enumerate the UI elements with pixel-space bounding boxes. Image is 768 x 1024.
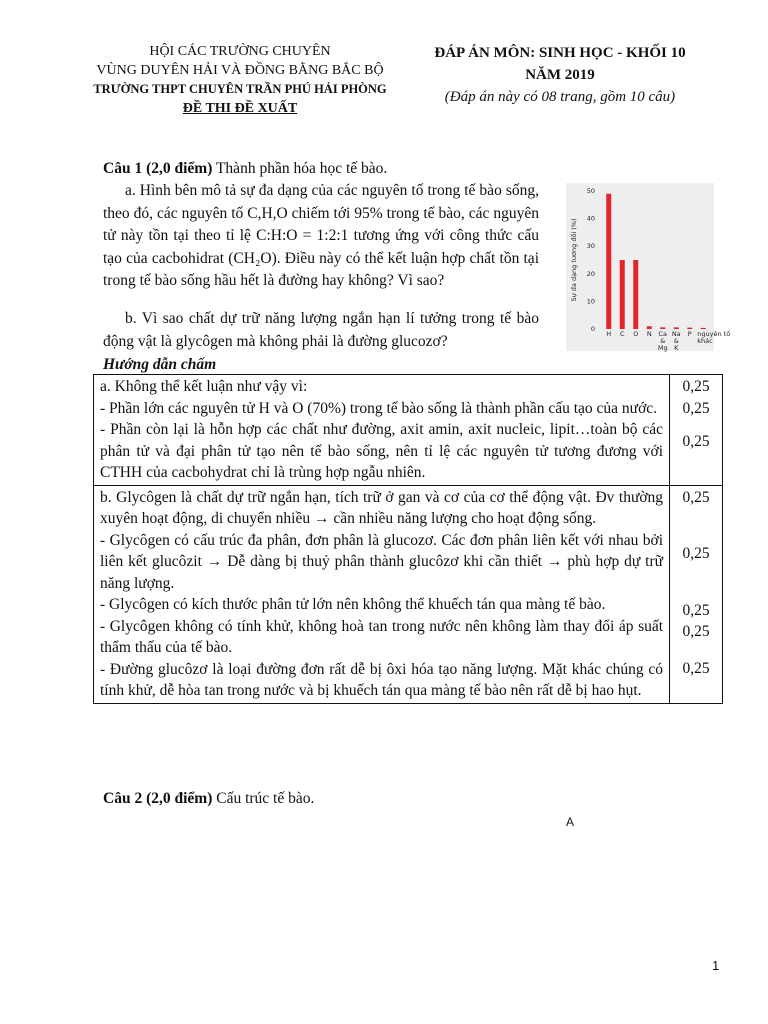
grading-guide-label: Hướng dẫn chấm [103, 356, 217, 373]
question-1-topic: Thành phần hóa học tế bào. [215, 160, 388, 177]
chart-bar [620, 260, 625, 329]
grading-a-line-2: - Phần lớn các nguyên tử H và O (70%) trong tế bào sống là thành phần cấu tạo của nước. [100, 399, 658, 417]
chart-y-tick-label: 40 [586, 214, 595, 223]
chart-y-axis-label: Sự đa dạng tương đối (%) [570, 218, 578, 302]
chart-bar [701, 328, 706, 329]
question-2-title [103, 790, 314, 808]
chart-x-tick-label: N [646, 330, 652, 338]
chart-x-tick-label: P [687, 330, 692, 338]
points-b-5: 0,25 [682, 659, 710, 677]
points-a-1: 0,25 [682, 378, 710, 395]
chart-y-tick-label: 30 [586, 242, 595, 251]
chart-x-tick-label: Na & K [671, 330, 681, 352]
answer-key-note: (Đáp án này có 08 trang, gồm 10 câu) [444, 89, 676, 105]
header-region: VÙNG DUYÊN HẢI VÀ ĐỒNG BẰNG BẮC BỘ [96, 63, 384, 78]
chart-y-tick-label: 0 [590, 325, 595, 333]
points-b-2: 0,25 [682, 545, 710, 562]
chart-x-tick-label: C [619, 330, 625, 338]
points-a-2: 0,25 [682, 399, 710, 417]
question-2-topic: Cấu trúc tế bào. [216, 790, 315, 807]
answer-key-year: NĂM 2019 [525, 67, 595, 83]
grading-row-b-text [94, 485, 670, 703]
grading-row-a-points [670, 375, 723, 486]
chart-x-tick-label: nguyên tố khác [697, 330, 731, 345]
figure-mark-a: A [566, 815, 575, 829]
grading-row-a-text [94, 375, 670, 486]
chart-bar [633, 260, 638, 329]
page-number: 1 [712, 958, 720, 973]
chart-bar [660, 327, 665, 329]
chart-y-tick-label: 10 [586, 297, 595, 306]
grading-row-b [94, 485, 723, 703]
question-1-part-a-text: a. Hình bên mô tả sự đa dạng của các nguyên tố trong tế bào sống, theo đó, các nguyên tố C,H,O chiếm tới 95% trong tế bào, các nguyên tử này tồn tại theo tỉ lệ C:H:O = 1:2:1 tương ứng với công thức cấu tạo của cacbohidrat (CH₂O). Điều này có thể kết luận hợp chất tồn tại trong tế bào sống hầu hết là đường hay không? Vì sao? [103, 182, 539, 289]
chart-x-tick-label: O [633, 330, 639, 338]
chart-bar [647, 326, 652, 329]
grading-b-line-1: b. Glycôgen là chất dự trữ ngắn hạn, tích trữ ở gan và cơ của cơ thể động vật. Đv thường xuyên hoạt động, di chuyển nhiều → cần nhiều năng lượng cho hoạt động sống. [100, 488, 664, 527]
points-a-3: 0,25 [682, 433, 710, 450]
chart-x-tick-label: H [606, 330, 612, 338]
grading-row-b-points [670, 485, 723, 703]
points-b-4: 0,25 [682, 623, 710, 640]
header-exam-type: ĐỀ THI ĐỀ XUẤT [182, 101, 298, 116]
header-association: HỘI CÁC TRƯỜNG CHUYÊN [149, 44, 331, 59]
grading-table [93, 374, 723, 704]
question-1-part-a [103, 180, 539, 293]
element-diversity-chart [566, 183, 731, 352]
question-1-part-b-text: b. Vì sao chất dự trữ năng lượng ngắn hạn lí tưởng trong tế bào động vật là glycôgen mà không phải là đường glucozơ? [103, 310, 539, 350]
question-1-part-b [103, 308, 539, 353]
grading-a-line-1: a. Không thể kết luận như vậy vì: [100, 378, 308, 395]
header-school: TRƯỜNG THPT CHUYÊN TRẦN PHÚ HẢI PHÒNG [93, 82, 387, 96]
answer-key-subject: ĐÁP ÁN MÔN: SINH HỌC - KHỐI 10 [434, 45, 686, 61]
grading-row-a [94, 375, 723, 486]
answer-key-header [410, 42, 710, 108]
question-1-title [103, 160, 387, 178]
chart-bar [674, 327, 679, 329]
chart-svg [566, 183, 731, 352]
question-1-label: Câu 1 (2,0 điểm) [103, 160, 213, 177]
grading-b-line-5: - Đường glucôzơ là loại đường đơn rất dễ bị ôxi hóa tạo năng lượng. Mặt khác chúng có tính khử, dễ hòa tan trong nước và bị khuếch tán qua màng tế bào nên rất dễ bị hao hụt. [100, 660, 664, 699]
grading-b-line-4: - Glycôgen không có tính khử, không hoà tan trong nước nên không làm thay đổi áp suất thẩm thấu của tế bào. [100, 617, 664, 656]
grading-b-line-3: - Glycôgen có kích thước phân tử lớn nên không thể khuếch tán qua màng tế bào. [100, 596, 606, 613]
chart-y-tick-label: 20 [586, 269, 595, 278]
question-2-label: Câu 2 (2,0 điểm) [103, 790, 213, 807]
chart-bar [687, 328, 692, 329]
grading-b-line-2: - Glycôgen có cấu trúc đa phân, đơn phân là glucozơ. Các đơn phân liên kết với nhau bởi liên kết glucôzit → Dễ dàng bị thuỷ phân thành glucôzơ khi cần thiết → phù hợp dự trữ năng lượng. [100, 531, 664, 592]
points-b-3: 0,25 [682, 601, 710, 619]
grading-a-line-3: - Phần còn lại là hỗn hợp các chất như đường, axit amin, axit nucleic, lipit…toàn bộ các phân tử và đại phân tử tạo nên tế bào sống, nên tỉ lệ các nguyên tử tương đương với CTHH của cacbohydrat chỉ là trùng hợp ngẫu nhiên. [100, 421, 664, 481]
chart-x-tick-label: Ca & Mg [657, 330, 668, 352]
chart-bar [606, 194, 611, 329]
chart-y-tick-label: 50 [586, 187, 595, 195]
school-header [90, 42, 390, 118]
points-b-1: 0,25 [682, 488, 710, 506]
